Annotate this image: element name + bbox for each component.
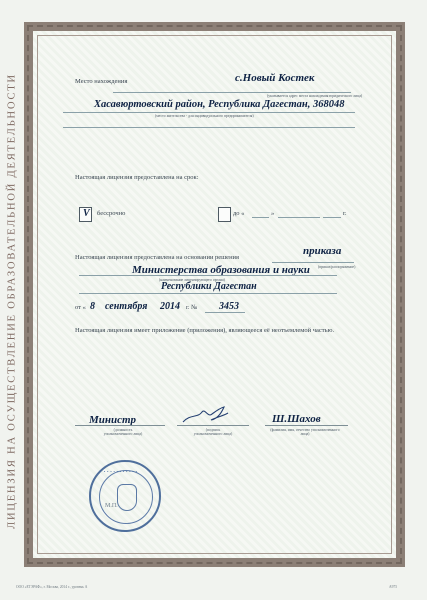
address-hint-2: (место жительства - для индивидуального предпринимателя): [155, 114, 254, 118]
basis-date-prefix: от «: [75, 304, 86, 311]
signatory-position: Министр: [89, 414, 137, 426]
appendix-text: Настоящая лицензия имеет приложение (приложения), являющееся её неотъемлемой частью.: [75, 327, 335, 334]
name-hint: (фамилия, имя, отчество уполномоченного лица): [270, 428, 340, 436]
address-line-1: [113, 92, 351, 93]
basis-number: 3453: [219, 301, 239, 312]
address-label: Место нахождения: [75, 78, 128, 85]
position-line: [75, 425, 165, 426]
checkbox-indefinite: [79, 207, 92, 222]
footer-right: А975: [389, 585, 397, 589]
basis-label: Настоящая лицензия предоставлена на основании решения: [75, 254, 240, 261]
signature-hint: (подпись уполномоченного лица): [193, 428, 233, 436]
side-title: ЛИЦЕНЗИЯ НА ОСУЩЕСТВЛЕНИЕ ОБРАЗОВАТЕЛЬНОЙ ДЕЯТЕЛЬНОСТИ: [6, 72, 18, 529]
name-line: [265, 425, 348, 426]
stamp-mark: М.П.: [105, 503, 118, 509]
basis-year: 2014: [160, 301, 180, 312]
basis-year-suffix: г. №: [186, 304, 198, 311]
basis-decision: приказа: [303, 245, 342, 257]
term-until-mid: »: [271, 210, 275, 217]
address-value-1: с.Новый Костек: [235, 72, 315, 84]
basis-body-2: Республики Дагестан: [161, 281, 257, 292]
address-line-3: [63, 127, 355, 128]
basis-body-line-1: [79, 275, 337, 276]
check-mark: V: [83, 208, 90, 219]
term-until-year: г.: [343, 210, 347, 217]
checkbox-until: [218, 207, 231, 222]
term-label: Настоящая лицензия предоставлена на срок:: [75, 174, 199, 181]
basis-body-line-2: [79, 293, 337, 294]
address-hint-1: (указывается адрес места нахождения юридического лица): [267, 94, 363, 98]
basis-body-hint: (наименование лицензирующего органа): [159, 278, 225, 282]
official-seal: [89, 460, 161, 532]
basis-decision-line: [272, 262, 354, 263]
position-hint: (должность уполномоченного лица): [103, 428, 143, 436]
address-value-2: Хасавюртовский район, Республика Дагестан, 368048: [94, 99, 345, 110]
signatory-name: Ш.Шахов: [272, 413, 321, 425]
until-day-line: [252, 217, 269, 218]
term-until: до «: [233, 210, 245, 217]
until-year-line: [323, 217, 341, 218]
until-month-line: [278, 217, 320, 218]
basis-day: 8: [90, 301, 95, 312]
basis-number-line: [205, 312, 245, 313]
signature-line: [177, 425, 249, 426]
coat-of-arms-icon: [117, 484, 137, 511]
address-line-2: [63, 112, 355, 113]
seal-ring-text: • • • • • • • • • • •: [104, 470, 138, 474]
basis-month: сентября: [105, 301, 148, 312]
basis-body-1: Министерства образования и науки: [132, 264, 310, 276]
footer-left: ООО «ЕТЭРАФ», г. Москва, 2014 г., уровень А: [16, 585, 88, 589]
basis-decision-hint: (приказ/распоряжение): [318, 265, 356, 269]
term-indefinite: бессрочно: [97, 210, 126, 217]
